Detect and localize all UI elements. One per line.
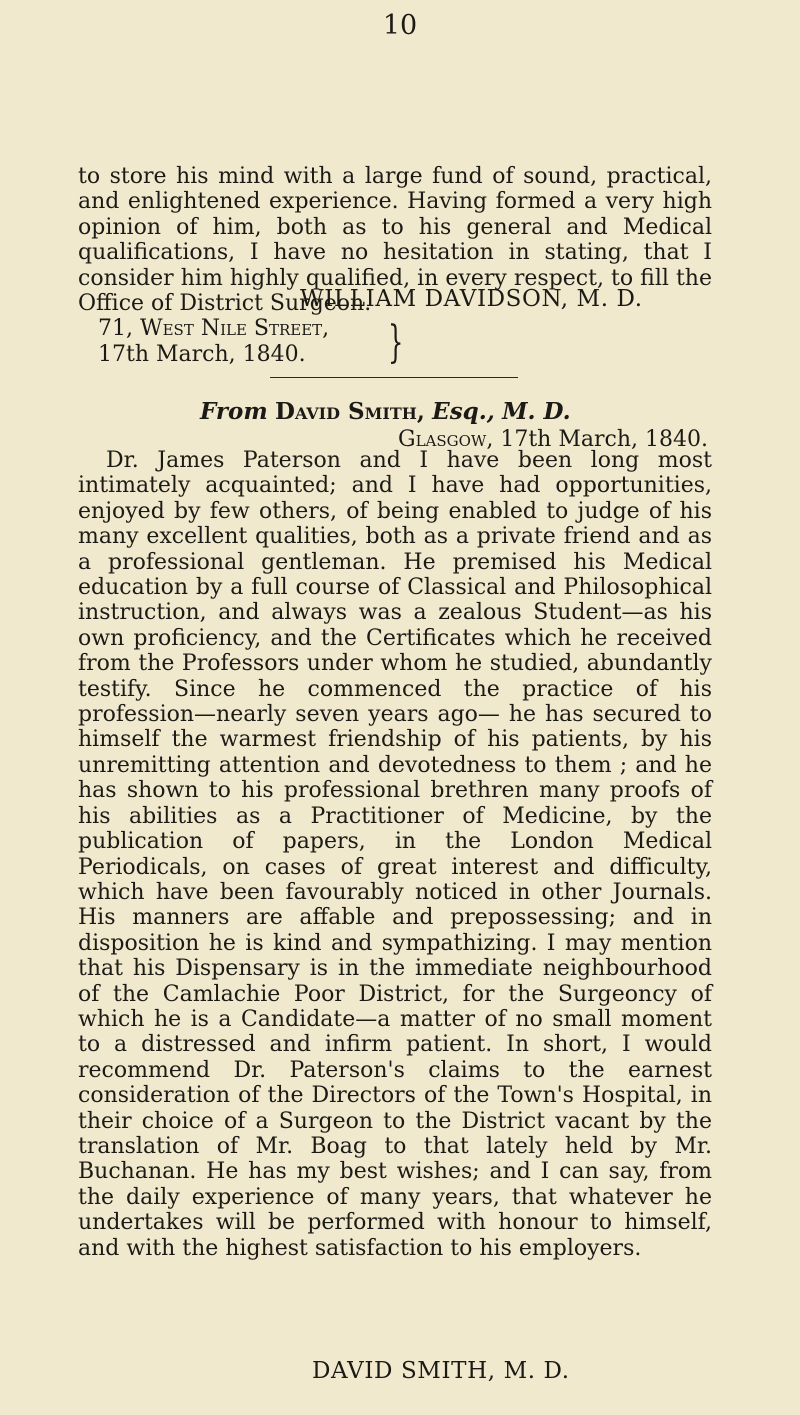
dateline-place: Glasgow, [398,427,494,452]
letter-heading [200,398,571,425]
letter-paragraph-2: Dr. James Paterson and I have been long most intimately acquainted; and I have had opportunities, enjoyed by few others, of being enabled to judge of his many excellent qualities, both as a private friend and as a professional gentleman. He premised his Medical education by a full course of Classical and Philosophical instruction, and always was a zealous Student—as his own proficiency, and the Certificates which he received from the Professors under whom he studied, abundantly testify. Since he commenced the practice of his profession—nearly seven years ago— he has secured to himself the warmest friendship of his patients, by his unremitting attention and devotedness to them ; and he has shown to his professional brethren many proofs of his abilities as a Practitioner of Medicine, by the publication of papers, in the London Medical Periodicals, on cases of great interest and difficulty, which have been favourably noticed in other Journals. His manners are affable and prepossessing; and in disposition he is kind and sympathizing. I may mention that his Dispensary is in the immediate neighbourhood of the Camlachie Poor District, for the Surgeoncy of which he is a Candidate—a matter of no small moment to a distressed and infirm patient. In short, I would recommend Dr. Paterson's claims to the earnest consideration of the Directors of the Town's Hospital, in their choice of a Surgeon to the District vacant by the translation of Mr. Boag to that lately held by Mr. Buchanan. He has my best wishes; and I can say, from the daily experience of many years, that whatever he undertakes will be performed with honour to himself, and with the highest satisfaction to his employers. [78,448,712,1261]
address-date: 17th March, 1840. [98,342,306,367]
section-divider [270,377,518,378]
address-street: 71, West Nile Street, [98,316,330,341]
heading-md: M. D. [502,398,571,425]
signature-david-smith: DAVID SMITH, M. D. [312,1358,570,1384]
signature-william-davidson: WILLIAM DAVIDSON, M. D. [300,286,643,312]
address-block [98,316,329,368]
letter-paragraph-1: to store his mind with a large fund of sound, practical, and enlightened experience. Having formed a very high opinion of him, both as to his general and Medical qualifications, I have no hesitation in stating, that I consider him highly qualified, in every respect, to fill the Office of District Surgeon. [78,164,712,317]
heading-name: David Smith, [275,398,425,425]
dateline-date: 17th March, 1840. [500,427,708,452]
address-brace: } [388,317,404,368]
heading-esq: Esq., [432,398,495,425]
page-number: 10 [382,10,418,41]
heading-from: From [200,398,268,425]
